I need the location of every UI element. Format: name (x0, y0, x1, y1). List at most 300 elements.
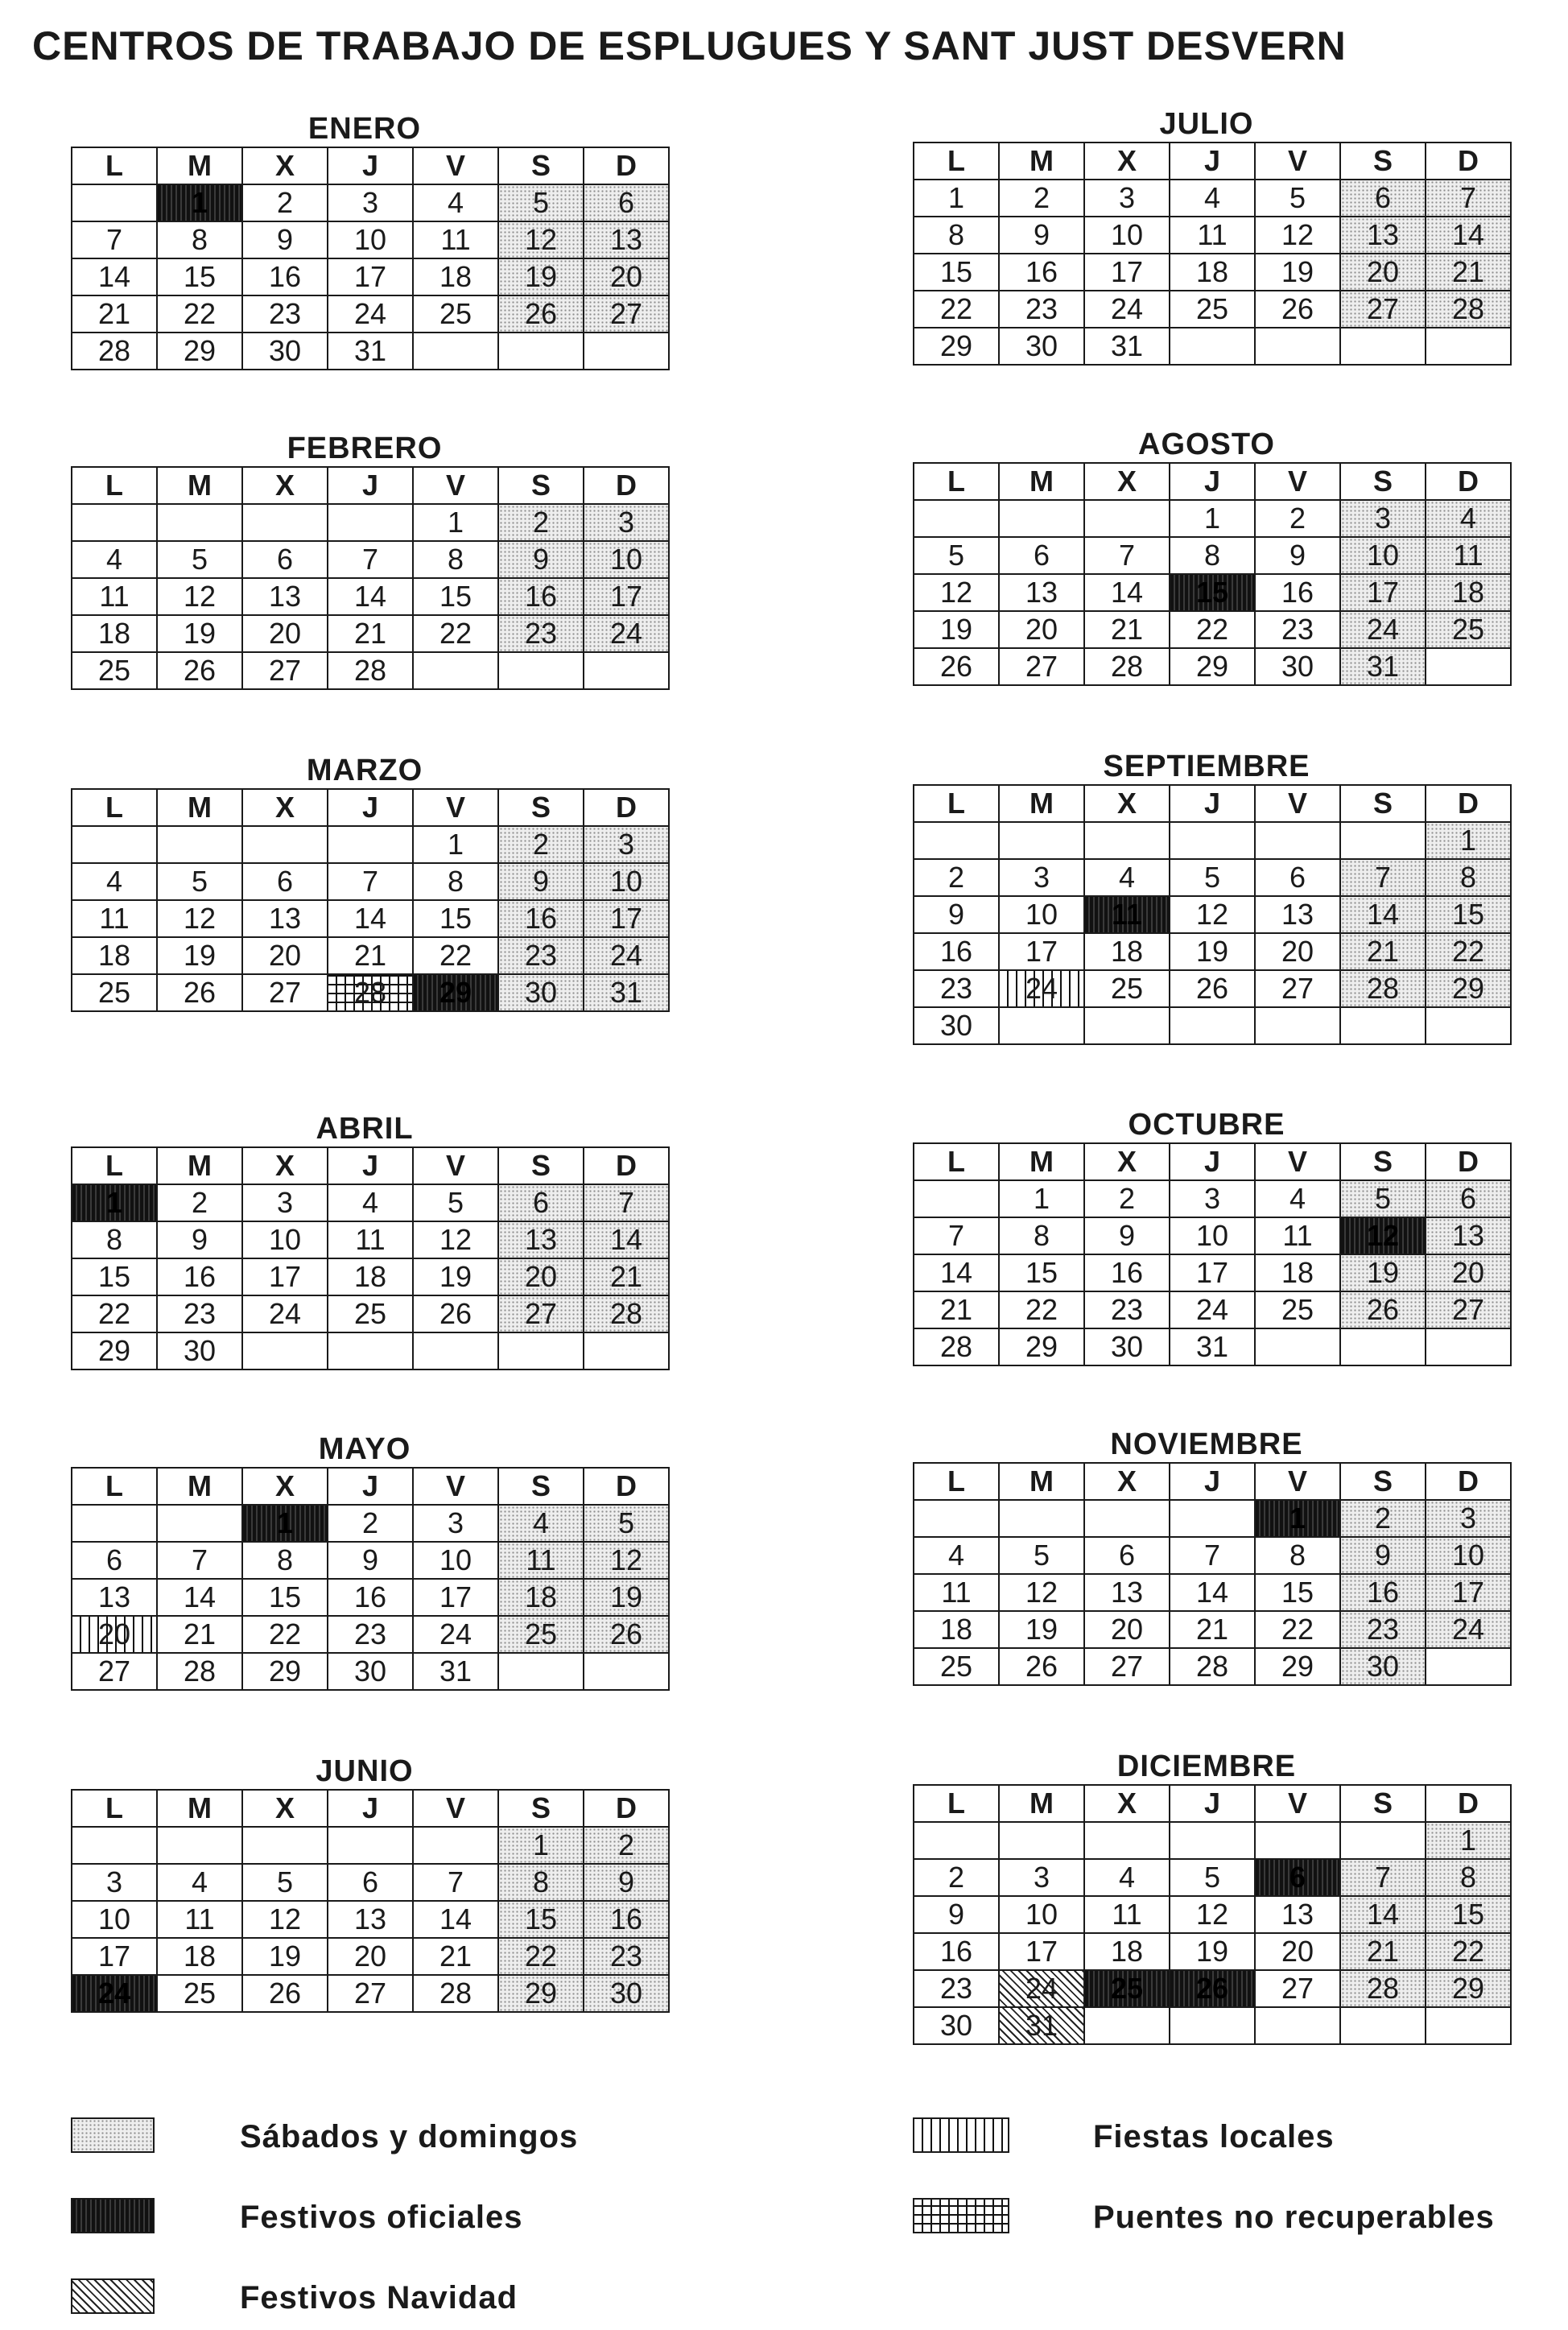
day-cell: 7 (1084, 537, 1170, 574)
day-cell: 2 (584, 1827, 669, 1864)
day-cell: 11 (72, 900, 157, 937)
weekday-header: M (999, 1463, 1084, 1500)
empty-cell (1426, 328, 1511, 365)
day-cell: 25 (72, 974, 157, 1011)
day-cell: 6 (1255, 1859, 1340, 1896)
weekday-header-row (72, 467, 669, 504)
weekday-header: L (72, 1147, 157, 1184)
day-cell: 5 (413, 1184, 498, 1221)
month-diciembre (913, 1749, 1500, 2045)
day-cell: 26 (1340, 1291, 1426, 1328)
day-cell: 23 (498, 615, 584, 652)
day-cell: 24 (1084, 291, 1170, 328)
month-table (913, 1462, 1512, 1686)
day-cell: 13 (1426, 1217, 1511, 1254)
empty-cell (413, 333, 498, 370)
week-row (914, 1970, 1511, 2007)
day-cell: 5 (584, 1505, 669, 1542)
weekday-header: D (584, 1468, 669, 1505)
day-cell: 1 (1170, 500, 1255, 537)
weekday-header: X (242, 1790, 328, 1827)
day-cell: 10 (1426, 1537, 1511, 1574)
day-cell: 19 (999, 1611, 1084, 1648)
day-cell: 16 (914, 1933, 999, 1970)
weekday-header: L (72, 1468, 157, 1505)
day-cell: 7 (1170, 1537, 1255, 1574)
weekday-header-row (72, 147, 669, 184)
day-cell: 10 (999, 896, 1084, 933)
day-cell: 13 (498, 1221, 584, 1258)
day-cell: 1 (413, 504, 498, 541)
day-cell: 24 (999, 970, 1084, 1007)
day-cell: 24 (328, 295, 413, 333)
weekday-header-row (72, 1790, 669, 1827)
month-table (71, 147, 670, 370)
weekday-header: M (157, 1147, 242, 1184)
empty-cell (914, 822, 999, 859)
day-cell: 9 (914, 896, 999, 933)
page-title: CENTROS DE TRABAJO DE ESPLUGUES Y SANT JUST DESVERN (32, 23, 1347, 68)
weekday-header: M (999, 463, 1084, 500)
day-cell: 15 (999, 1254, 1084, 1291)
day-cell: 21 (1340, 933, 1426, 970)
week-row (914, 1933, 1511, 1970)
week-row (72, 974, 669, 1011)
day-cell: 8 (72, 1221, 157, 1258)
week-row (914, 217, 1511, 254)
weekday-header: M (157, 147, 242, 184)
day-cell: 29 (498, 1975, 584, 2012)
week-row (72, 333, 669, 370)
day-cell: 28 (1170, 1648, 1255, 1685)
weekday-header: L (72, 1790, 157, 1827)
day-cell: 23 (157, 1295, 242, 1332)
day-cell: 18 (1170, 254, 1255, 291)
weekday-header: M (999, 143, 1084, 180)
day-cell: 5 (999, 1537, 1084, 1574)
empty-cell (1340, 1007, 1426, 1044)
day-cell: 22 (498, 1938, 584, 1975)
weekday-header: L (914, 463, 999, 500)
day-cell: 11 (413, 221, 498, 258)
day-cell: 19 (1255, 254, 1340, 291)
day-cell: 26 (1170, 1970, 1255, 2007)
empty-cell (999, 1007, 1084, 1044)
day-cell: 25 (498, 1616, 584, 1653)
day-cell: 14 (584, 1221, 669, 1258)
day-cell: 9 (498, 863, 584, 900)
day-cell: 17 (72, 1938, 157, 1975)
day-cell: 3 (1170, 1180, 1255, 1217)
weekday-header: S (1340, 785, 1426, 822)
day-cell: 7 (914, 1217, 999, 1254)
day-cell: 3 (72, 1864, 157, 1901)
week-row (914, 611, 1511, 648)
day-cell: 5 (1340, 1180, 1426, 1217)
day-cell: 28 (413, 1975, 498, 2012)
day-cell: 7 (1340, 1859, 1426, 1896)
day-cell: 13 (1255, 896, 1340, 933)
day-cell: 10 (1340, 537, 1426, 574)
day-cell: 29 (1255, 1648, 1340, 1685)
weekday-header: D (584, 789, 669, 826)
day-cell: 6 (1084, 1537, 1170, 1574)
day-cell: 11 (1426, 537, 1511, 574)
day-cell: 23 (914, 970, 999, 1007)
day-cell: 11 (914, 1574, 999, 1611)
day-cell: 8 (914, 217, 999, 254)
day-cell: 16 (328, 1579, 413, 1616)
empty-cell (1255, 1822, 1340, 1859)
day-cell: 24 (584, 615, 669, 652)
weekday-header: L (914, 1785, 999, 1822)
month-julio (913, 106, 1500, 366)
day-cell: 13 (1255, 1896, 1340, 1933)
week-row (72, 295, 669, 333)
day-cell: 12 (999, 1574, 1084, 1611)
weekday-header: L (914, 785, 999, 822)
week-row (914, 1611, 1511, 1648)
legend-puente-label: Puentes no recuperables (1093, 2200, 1495, 2235)
weekday-header: M (157, 789, 242, 826)
day-cell: 20 (1340, 254, 1426, 291)
weekday-header: M (157, 467, 242, 504)
day-cell: 19 (584, 1579, 669, 1616)
weekday-header: S (498, 1468, 584, 1505)
day-cell: 1 (72, 1184, 157, 1221)
day-cell: 23 (914, 1970, 999, 2007)
week-row (72, 900, 669, 937)
day-cell: 28 (1340, 1970, 1426, 2007)
day-cell: 19 (1340, 1254, 1426, 1291)
day-cell: 25 (157, 1975, 242, 2012)
day-cell: 24 (413, 1616, 498, 1653)
day-cell: 5 (1170, 1859, 1255, 1896)
month-octubre (913, 1107, 1500, 1366)
day-cell: 22 (1426, 1933, 1511, 1970)
empty-cell (242, 1827, 328, 1864)
day-cell: 25 (1084, 1970, 1170, 2007)
empty-cell (1084, 500, 1170, 537)
month-name: DICIEMBRE (1116, 1750, 1297, 1783)
weekday-header: D (1426, 785, 1511, 822)
week-row (914, 1007, 1511, 1044)
weekday-header: L (914, 1143, 999, 1180)
day-cell: 12 (1340, 1217, 1426, 1254)
day-cell: 28 (328, 652, 413, 689)
day-cell: 16 (914, 933, 999, 970)
day-cell: 3 (242, 1184, 328, 1221)
day-cell: 30 (1255, 648, 1340, 685)
day-cell: 19 (157, 615, 242, 652)
day-cell: 6 (999, 537, 1084, 574)
day-cell: 25 (914, 1648, 999, 1685)
empty-cell (914, 1180, 999, 1217)
day-cell: 4 (328, 1184, 413, 1221)
day-cell: 2 (498, 826, 584, 863)
day-cell: 16 (1340, 1574, 1426, 1611)
weekday-header: S (1340, 1143, 1426, 1180)
day-cell: 29 (157, 333, 242, 370)
day-cell: 28 (584, 1295, 669, 1332)
day-cell: 17 (328, 258, 413, 295)
day-cell: 14 (1426, 217, 1511, 254)
weekday-header-row (914, 1463, 1511, 1500)
empty-cell (242, 826, 328, 863)
weekday-header: L (914, 143, 999, 180)
day-cell: 27 (328, 1975, 413, 2012)
day-cell: 18 (328, 1258, 413, 1295)
weekday-header: V (1255, 143, 1340, 180)
week-row (72, 1975, 669, 2012)
day-cell: 23 (242, 295, 328, 333)
empty-cell (1340, 328, 1426, 365)
empty-cell (1426, 1328, 1511, 1365)
weekday-header: S (498, 467, 584, 504)
month-name: ENERO (307, 112, 422, 146)
day-cell: 14 (914, 1254, 999, 1291)
day-cell: 27 (1084, 1648, 1170, 1685)
day-cell: 10 (1084, 217, 1170, 254)
week-row (914, 500, 1511, 537)
day-cell: 27 (498, 1295, 584, 1332)
day-cell: 19 (242, 1938, 328, 1975)
empty-cell (72, 1505, 157, 1542)
day-cell: 7 (328, 541, 413, 578)
day-cell: 26 (157, 652, 242, 689)
navidad-swatch-icon (71, 2278, 155, 2314)
day-cell: 30 (498, 974, 584, 1011)
month-name: SEPTIEMBRE (1103, 750, 1310, 783)
day-cell: 6 (328, 1864, 413, 1901)
day-cell: 8 (1426, 1859, 1511, 1896)
day-cell: 14 (1170, 1574, 1255, 1611)
week-row (72, 1295, 669, 1332)
empty-cell (72, 184, 157, 221)
empty-cell (1084, 1500, 1170, 1537)
weekday-header: V (1255, 1463, 1340, 1500)
week-row (72, 1542, 669, 1579)
day-cell: 21 (1340, 1933, 1426, 1970)
day-cell: 27 (242, 652, 328, 689)
day-cell: 7 (72, 221, 157, 258)
week-row (914, 1291, 1511, 1328)
empty-cell (1255, 1007, 1340, 1044)
day-cell: 23 (584, 1938, 669, 1975)
day-cell: 27 (72, 1653, 157, 1690)
empty-cell (242, 504, 328, 541)
day-cell: 8 (157, 221, 242, 258)
day-cell: 29 (242, 1653, 328, 1690)
day-cell: 25 (1170, 291, 1255, 328)
day-cell: 30 (914, 1007, 999, 1044)
weekday-header: V (413, 147, 498, 184)
week-row (914, 1254, 1511, 1291)
day-cell: 26 (157, 974, 242, 1011)
week-row (72, 652, 669, 689)
day-cell: 26 (498, 295, 584, 333)
day-cell: 1 (157, 184, 242, 221)
day-cell: 3 (413, 1505, 498, 1542)
day-cell: 25 (328, 1295, 413, 1332)
day-cell: 12 (157, 900, 242, 937)
day-cell: 13 (242, 900, 328, 937)
month-junio (71, 1754, 658, 2013)
day-cell: 21 (328, 937, 413, 974)
day-cell: 30 (1084, 1328, 1170, 1365)
week-row (914, 291, 1511, 328)
day-cell: 16 (999, 254, 1084, 291)
empty-cell (413, 652, 498, 689)
weekday-header: M (157, 1790, 242, 1827)
empty-cell (413, 1827, 498, 1864)
week-row (914, 822, 1511, 859)
empty-cell (1084, 822, 1170, 859)
day-cell: 17 (1426, 1574, 1511, 1611)
week-row (914, 1180, 1511, 1217)
day-cell: 5 (1255, 180, 1340, 217)
weekday-header: D (1426, 1463, 1511, 1500)
empty-cell (584, 1653, 669, 1690)
day-cell: 20 (242, 615, 328, 652)
weekday-header: L (914, 1463, 999, 1500)
day-cell: 18 (1084, 1933, 1170, 1970)
weekday-header: V (1255, 1785, 1340, 1822)
day-cell: 13 (1340, 217, 1426, 254)
weekday-header: X (1084, 1463, 1170, 1500)
day-cell: 5 (157, 863, 242, 900)
weekday-header-row (72, 1147, 669, 1184)
day-cell: 18 (72, 937, 157, 974)
day-cell: 2 (1255, 500, 1340, 537)
day-cell: 4 (914, 1537, 999, 1574)
day-cell: 25 (72, 652, 157, 689)
weekday-header: J (328, 1468, 413, 1505)
weekday-header: D (584, 1147, 669, 1184)
weekday-header: J (328, 467, 413, 504)
empty-cell (1170, 822, 1255, 859)
day-cell: 11 (1255, 1217, 1340, 1254)
week-row (72, 1505, 669, 1542)
day-cell: 2 (328, 1505, 413, 1542)
day-cell: 18 (1255, 1254, 1340, 1291)
legend-navidad-label: Festivos Navidad (240, 2280, 518, 2316)
empty-cell (584, 652, 669, 689)
weekday-header: X (1084, 1143, 1170, 1180)
week-row (72, 1864, 669, 1901)
day-cell: 6 (1255, 859, 1340, 896)
day-cell: 2 (1340, 1500, 1426, 1537)
day-cell: 3 (1084, 180, 1170, 217)
day-cell: 5 (242, 1864, 328, 1901)
day-cell: 4 (1084, 859, 1170, 896)
weekday-header: S (1340, 1785, 1426, 1822)
weekday-header: J (1170, 785, 1255, 822)
weekday-header: X (1084, 785, 1170, 822)
day-cell: 30 (999, 328, 1084, 365)
week-row (914, 180, 1511, 217)
day-cell: 31 (328, 333, 413, 370)
day-cell: 28 (328, 974, 413, 1011)
day-cell: 6 (1426, 1180, 1511, 1217)
day-cell: 14 (328, 578, 413, 615)
month-name: JUNIO (316, 1754, 414, 1788)
weekday-header: J (328, 1147, 413, 1184)
day-cell: 29 (72, 1332, 157, 1369)
empty-cell (1084, 2007, 1170, 2044)
day-cell: 6 (498, 1184, 584, 1221)
day-cell: 9 (1255, 537, 1340, 574)
day-cell: 30 (914, 2007, 999, 2044)
day-cell: 3 (999, 1859, 1084, 1896)
day-cell: 27 (1426, 1291, 1511, 1328)
week-row (914, 1896, 1511, 1933)
legend-oficial-label: Festivos oficiales (240, 2200, 523, 2235)
empty-cell (157, 1827, 242, 1864)
day-cell: 22 (999, 1291, 1084, 1328)
day-cell: 17 (999, 933, 1084, 970)
day-cell: 17 (1170, 1254, 1255, 1291)
day-cell: 24 (1426, 1611, 1511, 1648)
day-cell: 9 (328, 1542, 413, 1579)
month-abril (71, 1111, 658, 1370)
day-cell: 24 (584, 937, 669, 974)
day-cell: 27 (242, 974, 328, 1011)
week-row (914, 328, 1511, 365)
day-cell: 9 (999, 217, 1084, 254)
empty-cell (1084, 1007, 1170, 1044)
month-table (71, 1789, 670, 2013)
week-row (914, 1648, 1511, 1685)
weekday-header: J (1170, 463, 1255, 500)
weekday-header-row (914, 143, 1511, 180)
week-row (72, 937, 669, 974)
day-cell: 16 (1255, 574, 1340, 611)
week-row (914, 933, 1511, 970)
month-table (913, 462, 1512, 686)
local-swatch-icon (913, 2117, 1009, 2153)
week-row (914, 1822, 1511, 1859)
day-cell: 27 (584, 295, 669, 333)
weekday-header: V (413, 467, 498, 504)
empty-cell (1340, 2007, 1426, 2044)
day-cell: 25 (1084, 970, 1170, 1007)
day-cell: 18 (72, 615, 157, 652)
day-cell: 28 (157, 1653, 242, 1690)
day-cell: 12 (242, 1901, 328, 1938)
day-cell: 3 (999, 859, 1084, 896)
day-cell: 24 (242, 1295, 328, 1332)
empty-cell (999, 1822, 1084, 1859)
day-cell: 4 (498, 1505, 584, 1542)
day-cell: 4 (72, 541, 157, 578)
day-cell: 16 (584, 1901, 669, 1938)
day-cell: 16 (498, 900, 584, 937)
weekday-header: D (1426, 463, 1511, 500)
day-cell: 24 (999, 1970, 1084, 2007)
empty-cell (1426, 1648, 1511, 1685)
week-row (72, 1938, 669, 1975)
day-cell: 21 (584, 1258, 669, 1295)
day-cell: 14 (1340, 1896, 1426, 1933)
week-row (914, 254, 1511, 291)
empty-cell (498, 1653, 584, 1690)
week-row (72, 1827, 669, 1864)
month-table (913, 1142, 1512, 1366)
day-cell: 14 (72, 258, 157, 295)
weekday-header-row (914, 785, 1511, 822)
empty-cell (498, 1332, 584, 1369)
